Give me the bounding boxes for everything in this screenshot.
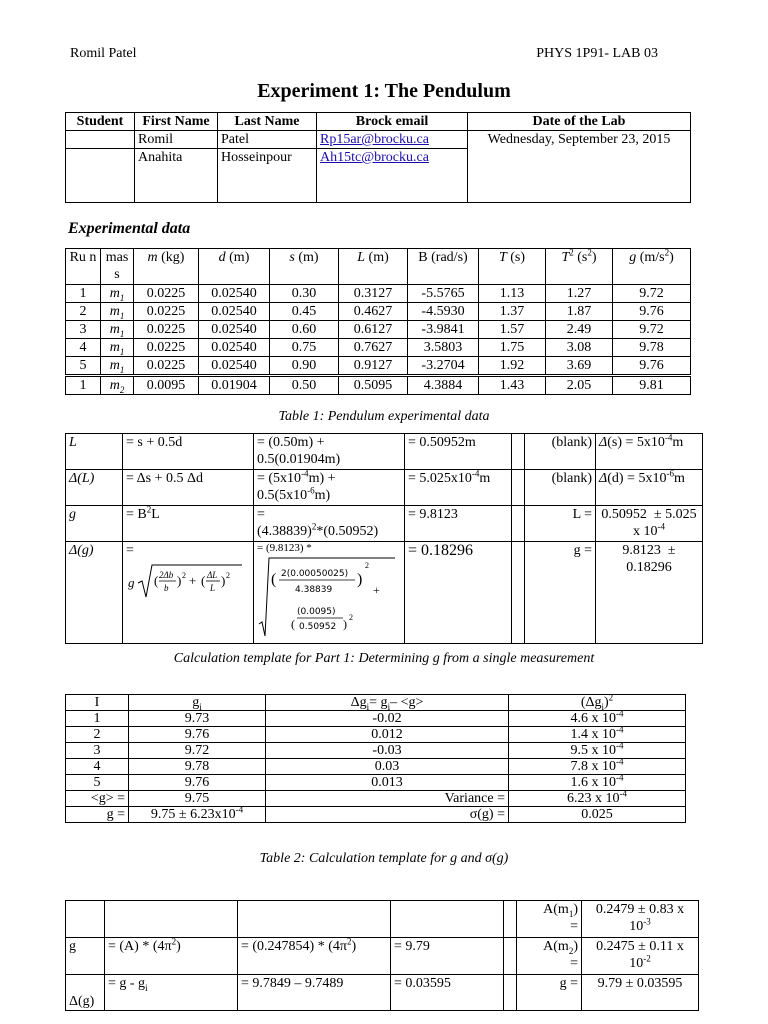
data-cell: 1.92: [479, 357, 546, 376]
g-row: [66, 711, 686, 727]
email-cell: [317, 149, 468, 203]
g-cell: 9.73: [129, 711, 266, 727]
col-t2: $T^2$ $(s^2)$: [546, 249, 613, 285]
data-cell: -4.5930: [408, 303, 479, 321]
formula-dg-eq: =: [126, 543, 134, 558]
sub-dg2: = 9.7849 – 9.7489: [238, 975, 391, 1011]
data-cell: 1.37: [479, 303, 546, 321]
data-row: [66, 339, 691, 357]
data-row: [66, 376, 691, 395]
g-cell: -0.02: [266, 711, 509, 727]
spacer: [504, 901, 517, 938]
data-cell: 9.78: [613, 339, 691, 357]
label-l: L =: [525, 506, 596, 542]
data-cell: 0.02540: [199, 321, 270, 339]
g-final-label: g =: [517, 975, 582, 1011]
data-cell: 1.27: [546, 285, 613, 303]
data-cell: -5.5765: [408, 285, 479, 303]
spacer: [512, 506, 525, 542]
col-i: I: [66, 695, 129, 711]
svg-text:): ): [177, 573, 182, 588]
g-cell: 9.5 x $10^{-4}$: [509, 743, 686, 759]
spacer: [512, 542, 525, 644]
svg-text:ΔL: ΔL: [207, 570, 218, 580]
data-cell: 0.0225: [134, 303, 199, 321]
data-cell: 9.72: [613, 285, 691, 303]
header-course: PHYS 1P91- LAB 03: [536, 46, 658, 61]
calc-caption: Calculation template for Part 1: Determining g from a single measurement: [173, 651, 595, 666]
data-cell: 3.08: [546, 339, 613, 357]
a-m2-value: 0.2475 ± 0.11 x $10^{-2}$: [582, 938, 699, 975]
g-cell: 0.012: [266, 727, 509, 743]
delta-s: $\Delta(s) = 5x10^{-4}m$: [596, 434, 703, 470]
g-label: g =: [66, 807, 129, 823]
empty: [105, 901, 238, 938]
col-dgi: $\Delta g_i= g_i- <g>$: [266, 695, 509, 711]
sym-g: g: [66, 938, 105, 975]
sub-a: = $(0.247854) * (4\pi^2)$: [238, 938, 391, 975]
data-cell: $m_1$: [101, 303, 134, 321]
last-name: Patel: [218, 131, 317, 149]
svg-text:2Δb: 2Δb: [159, 570, 174, 580]
g-cell: 1.4 x $10^{-4}$: [509, 727, 686, 743]
data-cell: 0.9127: [339, 357, 408, 376]
col-student: Student: [66, 113, 135, 131]
email-cell: [317, 131, 468, 149]
col-first-name: First Name: [135, 113, 218, 131]
a-m1-value: 0.2479 ± 0.83 x $10^{-3}$: [582, 901, 699, 938]
g-row: [66, 727, 686, 743]
formula-dg: [123, 542, 254, 644]
data-cell: $m_1$: [101, 321, 134, 339]
data-cell: 0.01904: [199, 376, 270, 395]
data-cell: 0.50: [270, 376, 339, 395]
g-cell: 2: [66, 727, 129, 743]
svg-text:+: +: [373, 583, 380, 597]
sub-dl: = $(5x10^{-4}m)$ + $0.5(5x10^{-6}m)$: [254, 470, 405, 506]
svg-text:b: b: [164, 583, 169, 593]
g-cell: 9.76: [129, 727, 266, 743]
data-cell: 0.75: [270, 339, 339, 357]
sub-l: = (0.50m) + 0.5(0.01904m): [254, 434, 405, 470]
data-cell: 1.75: [479, 339, 546, 357]
data-cell: 1.13: [479, 285, 546, 303]
data-cell: 0.02540: [199, 339, 270, 357]
col-b: B (rad/s): [408, 249, 479, 285]
formula-dl: = Δs + 0.5 Δd: [123, 470, 254, 506]
section-title: Experimental data: [68, 220, 191, 237]
a-m2-label: $A(m_2)$ =: [517, 938, 582, 975]
formula-g: = $B^2L$: [123, 506, 254, 542]
data-cell: 0.0225: [134, 285, 199, 303]
col-last-name: Last Name: [218, 113, 317, 131]
svg-text:L: L: [210, 583, 216, 593]
g-cell: 3: [66, 743, 129, 759]
col-m: m (kg): [134, 249, 199, 285]
data-cell: 1.87: [546, 303, 613, 321]
svg-text:2: 2: [349, 613, 353, 622]
data-cell: 0.30: [270, 285, 339, 303]
g-cell: 1: [66, 711, 129, 727]
g-cell: 9.76: [129, 775, 266, 791]
g-cell: 9.72: [129, 743, 266, 759]
data-cell: $m_1$: [101, 285, 134, 303]
email-link[interactable]: Ah15tc@brocku.ca: [320, 150, 429, 165]
data-cell: 0.0225: [134, 339, 199, 357]
result-a: = 9.79: [391, 938, 504, 975]
g-final-value: 9.79 ± 0.03595: [582, 975, 699, 1011]
data-cell: 4.3884: [408, 376, 479, 395]
col-d: d (m): [199, 249, 270, 285]
svg-text:0.50952: 0.50952: [299, 622, 337, 632]
dg-formula-graphic: [126, 559, 244, 603]
sym-dl: Δ(L): [66, 470, 123, 506]
sigma-label: σ(g) =: [266, 807, 509, 823]
svg-text:): ): [343, 617, 347, 631]
data-cell: 1.43: [479, 376, 546, 395]
data-cell: 0.45: [270, 303, 339, 321]
formula-dg2: = g - $g_i$: [105, 975, 238, 1011]
students-table: [65, 112, 691, 203]
svg-text:+: +: [189, 573, 197, 588]
col-dgi2: $(\Delta g_i)^2$: [509, 695, 686, 711]
email-link[interactable]: Rp15ar@brocku.ca: [320, 132, 429, 147]
g-cell: 0.03: [266, 759, 509, 775]
first-name: Anahita: [135, 149, 218, 203]
data-cell: 0.02540: [199, 357, 270, 376]
g-row: [66, 743, 686, 759]
sub-dg: [254, 542, 405, 644]
data-cell: 1.57: [479, 321, 546, 339]
data-row: [66, 357, 691, 376]
col-email: Brock email: [317, 113, 468, 131]
svg-text:2: 2: [365, 561, 369, 570]
student-cell: [66, 131, 135, 149]
svg-text:4.38839: 4.38839: [295, 585, 333, 595]
data-cell: 0.02540: [199, 285, 270, 303]
data-cell: 1: [66, 376, 101, 395]
label-g: g =: [525, 542, 596, 644]
data-cell: 0.0225: [134, 357, 199, 376]
sym-dg: Δ(g): [66, 542, 123, 644]
data-row: [66, 321, 691, 339]
data-row: [66, 303, 691, 321]
empty: [391, 901, 504, 938]
col-l: L (m): [339, 249, 408, 285]
page-title: Experiment 1: The Pendulum: [257, 80, 511, 102]
data-cell: 0.02540: [199, 303, 270, 321]
data-cell: 0.60: [270, 321, 339, 339]
data-cell: 0.0095: [134, 376, 199, 395]
data-cell: 0.90: [270, 357, 339, 376]
value-g: 9.8123 ± 0.18296: [596, 542, 703, 644]
data-cell: 9.76: [613, 303, 691, 321]
svg-text:g: g: [128, 575, 135, 590]
empty: [238, 901, 391, 938]
g-cell: -0.03: [266, 743, 509, 759]
header-author: Romil Patel: [70, 46, 137, 61]
formula-l: = s + 0.5d: [123, 434, 254, 470]
mean-label: <g> =: [66, 791, 129, 807]
variance-label: Variance =: [266, 791, 509, 807]
data-cell: $m_1$: [101, 339, 134, 357]
table1-caption: Table 1: Pendulum experimental data: [278, 409, 490, 424]
col-s: s (m): [270, 249, 339, 285]
spacer: [512, 470, 525, 506]
data-cell: 9.81: [613, 376, 691, 395]
result-dg: = 0.18296: [405, 542, 512, 644]
data-cell: 3.69: [546, 357, 613, 376]
experimental-data-table: [65, 248, 691, 395]
g-cell: 0.013: [266, 775, 509, 791]
mean-value: 9.75: [129, 791, 266, 807]
last-name: Hosseinpour: [218, 149, 317, 203]
col-run: Ru n: [66, 249, 101, 285]
data-row: [66, 285, 691, 303]
sym-l: L: [66, 434, 123, 470]
table2-caption: Table 2: Calculation template for g and σ(g): [259, 851, 509, 866]
data-cell: 0.4627: [339, 303, 408, 321]
g-row: [66, 759, 686, 775]
delta-d: $\Delta(d) = 5x10^{-6}m$: [596, 470, 703, 506]
svg-text:(0.0095): (0.0095): [297, 607, 336, 617]
svg-text:): ): [221, 573, 226, 588]
data-cell: -3.2704: [408, 357, 479, 376]
lab-date: Wednesday, September 23, 2015: [468, 131, 691, 203]
g-cell: 4.6 x $10^{-4}$: [509, 711, 686, 727]
result-l: = 0.50952m: [405, 434, 512, 470]
g-cell: 4: [66, 759, 129, 775]
variance-value: 6.23 x $10^{-4}$: [509, 791, 686, 807]
data-cell: 0.6127: [339, 321, 408, 339]
first-name: Romil: [135, 131, 218, 149]
col-g: g $(m/s^2)$: [613, 249, 691, 285]
empty: [66, 901, 105, 938]
svg-text:(: (: [201, 573, 206, 588]
dg-substitution-graphic: [257, 554, 397, 638]
student-cell: [66, 149, 135, 203]
data-cell: 0.7627: [339, 339, 408, 357]
sigma-value: 0.025: [509, 807, 686, 823]
data-cell: 9.72: [613, 321, 691, 339]
svg-text:): ): [357, 571, 363, 588]
data-cell: 4: [66, 339, 101, 357]
value-l: 0.50952 ± 5.025 x $10^{-4}$: [596, 506, 703, 542]
formula-a: = $(A) * (4\pi^2)$: [105, 938, 238, 975]
sym-dg: Δ(g): [66, 975, 105, 1011]
data-cell: $m_2$: [101, 376, 134, 395]
blank-1: (blank): [525, 434, 596, 470]
sym-g: g: [66, 506, 123, 542]
col-mass: mas s: [101, 249, 134, 285]
g-cell: 1.6 x $10^{-4}$: [509, 775, 686, 791]
col-date: Date of the Lab: [468, 113, 691, 131]
blank-2: (blank): [525, 470, 596, 506]
sub-dg-eq: = (9.8123) *: [257, 542, 312, 554]
result-dg2: = 0.03595: [391, 975, 504, 1011]
spacer: [504, 975, 517, 1011]
data-cell: 0.3127: [339, 285, 408, 303]
calculation-table: [65, 433, 703, 644]
svg-text:2: 2: [182, 571, 186, 580]
g-value: $9.75 \pm 6.23x10^{-4}$: [129, 807, 266, 823]
col-gi: $g_i$: [129, 695, 266, 711]
data-cell: 5: [66, 357, 101, 376]
data-cell: 1: [66, 285, 101, 303]
data-cell: 0.5095: [339, 376, 408, 395]
svg-text:(: (: [271, 571, 277, 588]
data-cell: 3: [66, 321, 101, 339]
data-cell: 2: [66, 303, 101, 321]
g-cell: 7.8 x $10^{-4}$: [509, 759, 686, 775]
result-dl: = $5.025x10^{-4}m$: [405, 470, 512, 506]
a-m1-label: $A(m_1)$ =: [517, 901, 582, 938]
spacer: [512, 434, 525, 470]
data-cell: 9.76: [613, 357, 691, 376]
data-cell: 0.0225: [134, 321, 199, 339]
data-cell: 2.05: [546, 376, 613, 395]
data-cell: $m_1$: [101, 357, 134, 376]
a-fit-table: [65, 900, 699, 1011]
data-cell: 3.5803: [408, 339, 479, 357]
g-cell: 5: [66, 775, 129, 791]
spacer: [504, 938, 517, 975]
svg-text:(: (: [291, 617, 295, 631]
g-cell: 9.78: [129, 759, 266, 775]
sub-g: = $(4.38839)^2*(0.50952)$: [254, 506, 405, 542]
col-t: T (s): [479, 249, 546, 285]
svg-text:2: 2: [226, 571, 230, 580]
data-cell: -3.9841: [408, 321, 479, 339]
data-cell: 2.49: [546, 321, 613, 339]
svg-text:(: (: [154, 573, 159, 588]
g-statistics-table: [65, 694, 686, 823]
result-g: = 9.8123: [405, 506, 512, 542]
g-row: [66, 775, 686, 791]
svg-text:2(0.00050025): 2(0.00050025): [281, 569, 349, 579]
